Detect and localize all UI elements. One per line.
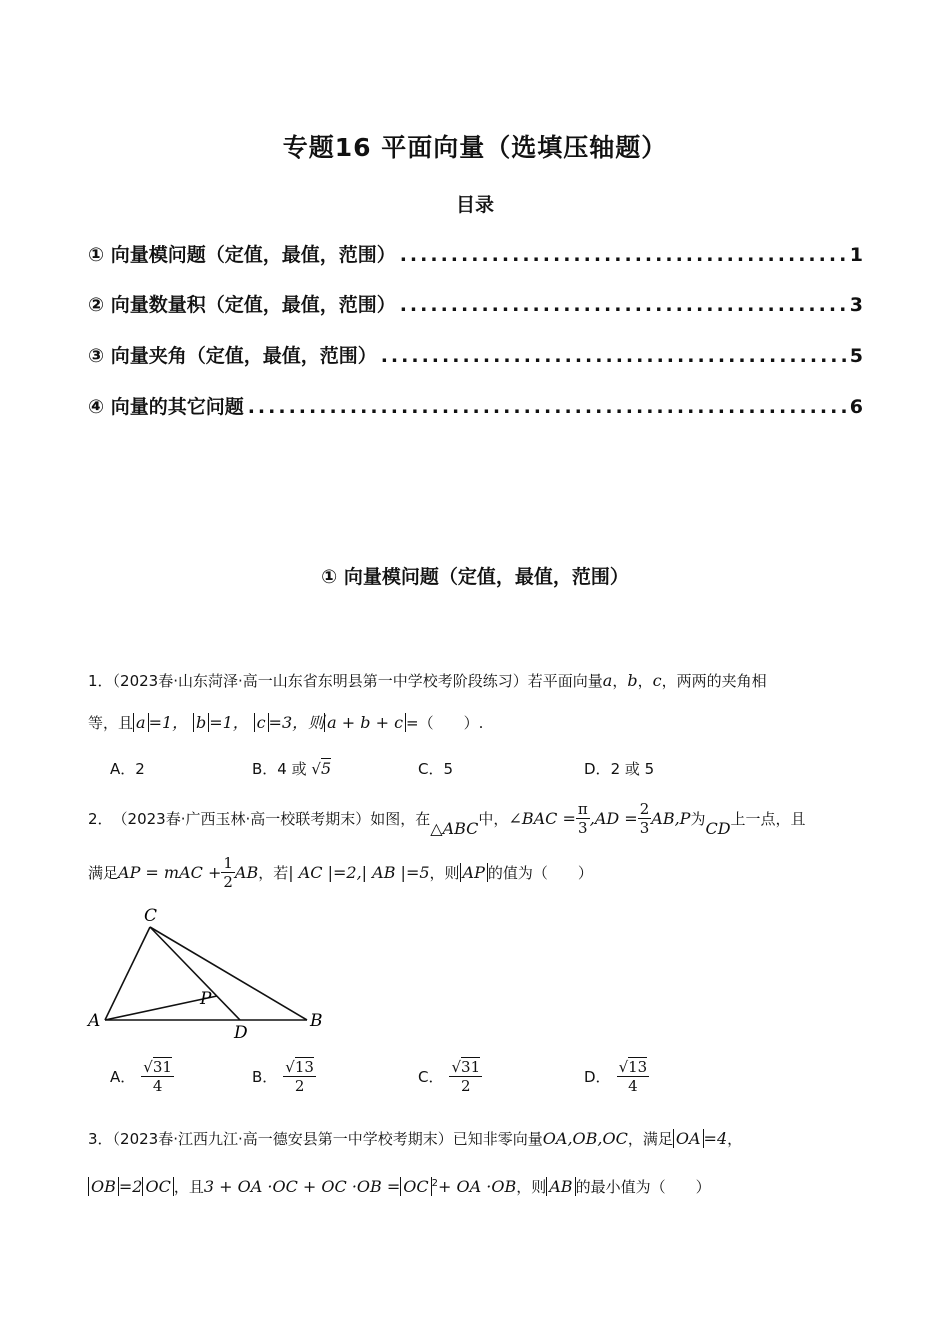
option-b[interactable] bbox=[252, 1058, 316, 1095]
toc-item-1[interactable] bbox=[88, 240, 863, 268]
toc-leader-dots bbox=[381, 345, 846, 367]
option-b[interactable]: B．4 或 √5 bbox=[252, 759, 332, 778]
option-d[interactable] bbox=[584, 758, 654, 779]
label-d: D bbox=[234, 1023, 248, 1043]
abs-oc-squared: OC bbox=[400, 1177, 431, 1196]
sqrt-radicand: 31 bbox=[461, 1058, 481, 1076]
numerator: 2 bbox=[639, 799, 650, 818]
label-a: A bbox=[88, 1011, 101, 1031]
fraction-1-2 bbox=[221, 854, 235, 891]
question-text: ，则 bbox=[429, 863, 460, 882]
option-key: B． bbox=[252, 1068, 278, 1086]
toc-item-label: ② 向量数量积（定值，最值，范围） bbox=[88, 294, 396, 316]
abs-b: b bbox=[193, 713, 209, 732]
denominator: 4 bbox=[628, 1077, 638, 1095]
edge-ac bbox=[105, 927, 150, 1020]
sqrt-radicand: 5 bbox=[320, 759, 332, 778]
question-text: 的最小值为（ ） bbox=[575, 1178, 711, 1196]
option-c[interactable] bbox=[418, 758, 453, 779]
option-c[interactable] bbox=[418, 1058, 482, 1095]
equation: =2 bbox=[118, 1177, 143, 1196]
vector-a: a bbox=[602, 671, 613, 690]
equation: =1， bbox=[148, 713, 189, 732]
equation: =1， bbox=[209, 713, 249, 732]
numerator: 1 bbox=[223, 853, 233, 872]
expression: + OA ·OB bbox=[438, 1177, 517, 1196]
comma: ， bbox=[727, 1130, 743, 1148]
option-fraction bbox=[141, 1058, 174, 1095]
sqrt-radicand: 13 bbox=[628, 1058, 648, 1076]
question-text: ，且 bbox=[173, 1178, 204, 1196]
question-3-line-1 bbox=[88, 1128, 742, 1149]
abs-a: a bbox=[133, 713, 149, 732]
question-3-line-2 bbox=[88, 1176, 711, 1197]
abs-ap: AP bbox=[460, 863, 488, 882]
question-number: 3． bbox=[88, 1130, 113, 1148]
toc-item-4[interactable] bbox=[88, 392, 863, 420]
ad-eq: ,AD = bbox=[589, 808, 638, 828]
abs-oa: OA bbox=[673, 1129, 704, 1148]
fraction-pi-3 bbox=[576, 800, 590, 837]
vector-b: b bbox=[627, 671, 638, 690]
numerator: √31 bbox=[451, 1058, 481, 1076]
option-fraction bbox=[617, 1058, 650, 1095]
section-heading: ① 向量模问题（定值，最值，范围） bbox=[321, 566, 629, 588]
toc-item-2[interactable] bbox=[88, 290, 863, 318]
option-a[interactable] bbox=[110, 1058, 174, 1095]
ap-equation: AP = mAC + bbox=[118, 862, 222, 882]
option-key: C． bbox=[418, 1068, 444, 1086]
triangle-abc: △ABC bbox=[430, 818, 479, 838]
question-2-line-2 bbox=[88, 850, 593, 894]
option-key: B． bbox=[252, 760, 278, 778]
question-1-line-1 bbox=[88, 670, 767, 691]
abs-sum: a + b + c bbox=[324, 713, 406, 732]
option-key: A． bbox=[110, 760, 136, 778]
option-key: D． bbox=[584, 1068, 611, 1086]
option-text: 2 bbox=[135, 760, 145, 778]
denominator: 4 bbox=[152, 1077, 163, 1095]
question-text: ，则 bbox=[516, 1178, 547, 1196]
triangle-figure bbox=[84, 900, 334, 1045]
numerator: √13 bbox=[618, 1058, 648, 1076]
question-text: 上一点，且 bbox=[730, 809, 806, 828]
toc-page-number: 5 bbox=[849, 345, 863, 367]
option-key: D． bbox=[584, 760, 611, 778]
ab-p: AB,P bbox=[651, 808, 691, 828]
denominator: 2 bbox=[461, 1077, 471, 1095]
option-key: A． bbox=[110, 1068, 136, 1086]
denominator: 2 bbox=[294, 1077, 305, 1095]
page-title: 专题16 平面向量（选填压轴题） bbox=[282, 133, 668, 162]
vector-ab: AB bbox=[234, 862, 259, 882]
toc-item-3[interactable] bbox=[88, 341, 863, 369]
sqrt-radicand: 31 bbox=[152, 1058, 172, 1076]
exponent: 2 bbox=[431, 1178, 439, 1189]
question-source: （2023春·广西玉林·高一校联考期末）如图，在 bbox=[112, 809, 431, 828]
label-p: P bbox=[200, 989, 212, 1009]
question-source: （2023春·山东菏泽·高一山东省东明县第一中学校考阶段练习）若平面向量 bbox=[112, 672, 603, 690]
toc-item-label: ④ 向量的其它问题 bbox=[88, 396, 244, 418]
label-c: C bbox=[144, 906, 158, 926]
option-a[interactable] bbox=[110, 758, 145, 779]
abs-oc: OC bbox=[142, 1177, 173, 1196]
comma: ， bbox=[612, 672, 628, 690]
condition: | AC |=2,| AB |=5 bbox=[288, 862, 430, 882]
question-text: ，两两的夹角相 bbox=[661, 672, 767, 690]
option-d[interactable] bbox=[584, 1058, 649, 1095]
question-source: （2023春·江西九江·高一德安县第一中学校考期末）已知非零向量 bbox=[112, 1130, 543, 1148]
toc-page-number: 3 bbox=[849, 294, 863, 316]
vectors: OA,OB,OC bbox=[542, 1129, 628, 1148]
equation: =3，则 bbox=[268, 713, 325, 732]
option-text: 2 或 5 bbox=[610, 760, 655, 778]
question-number: 2． bbox=[88, 809, 113, 828]
question-text: ，满足 bbox=[627, 1130, 673, 1148]
toc-page-number: 6 bbox=[849, 396, 863, 418]
question-text: 中， bbox=[478, 809, 509, 828]
toc-heading: 目录 bbox=[455, 194, 494, 216]
expression: 3 + OA ·OC + OC ·OB = bbox=[203, 1177, 401, 1196]
toc-page-number: 1 bbox=[849, 244, 863, 266]
denominator: 2 bbox=[223, 872, 233, 891]
question-text: 等，且 bbox=[88, 714, 134, 732]
denominator: 3 bbox=[578, 818, 588, 837]
option-text: 5 bbox=[443, 760, 454, 778]
option-fraction bbox=[449, 1058, 482, 1095]
toc-item-label: ③ 向量夹角（定值，最值，范围） bbox=[88, 345, 377, 367]
numerator: √31 bbox=[143, 1058, 172, 1076]
option-key: C． bbox=[418, 760, 444, 778]
equation: =4 bbox=[703, 1129, 728, 1148]
question-number: 1． bbox=[88, 672, 113, 690]
angle-bac: ∠BAC = bbox=[508, 808, 576, 828]
toc-leader-dots bbox=[400, 294, 846, 316]
label-b: B bbox=[310, 1011, 323, 1031]
numerator: π bbox=[577, 799, 588, 818]
question-1-line-2 bbox=[88, 710, 483, 733]
sqrt-radicand: 13 bbox=[294, 1058, 314, 1076]
segment-cd bbox=[150, 927, 240, 1020]
numerator: √13 bbox=[285, 1058, 314, 1076]
question-text: ，若 bbox=[258, 863, 289, 882]
question-text: 为 bbox=[690, 809, 706, 828]
denominator: 3 bbox=[639, 818, 650, 837]
question-text: 满足 bbox=[88, 863, 119, 882]
question-text: 的值为（ ） bbox=[487, 863, 593, 882]
toc-item-label: ① 向量模问题（定值，最值，范围） bbox=[88, 244, 396, 266]
abs-ab: AB bbox=[546, 1177, 575, 1196]
abs-ob: OB bbox=[88, 1177, 119, 1196]
option-fraction bbox=[283, 1058, 316, 1095]
toc-leader-dots bbox=[400, 244, 846, 266]
option-text: 4 或 bbox=[277, 760, 312, 778]
comma: ， bbox=[637, 672, 653, 690]
abs-c: c bbox=[254, 713, 269, 732]
question-text: =（ ）. bbox=[406, 714, 484, 732]
vector-c: c bbox=[652, 671, 662, 690]
toc-leader-dots bbox=[248, 396, 846, 418]
segment-cd: CD bbox=[705, 818, 731, 838]
fraction-2-3 bbox=[638, 800, 652, 837]
question-2-line-1 bbox=[88, 796, 806, 840]
